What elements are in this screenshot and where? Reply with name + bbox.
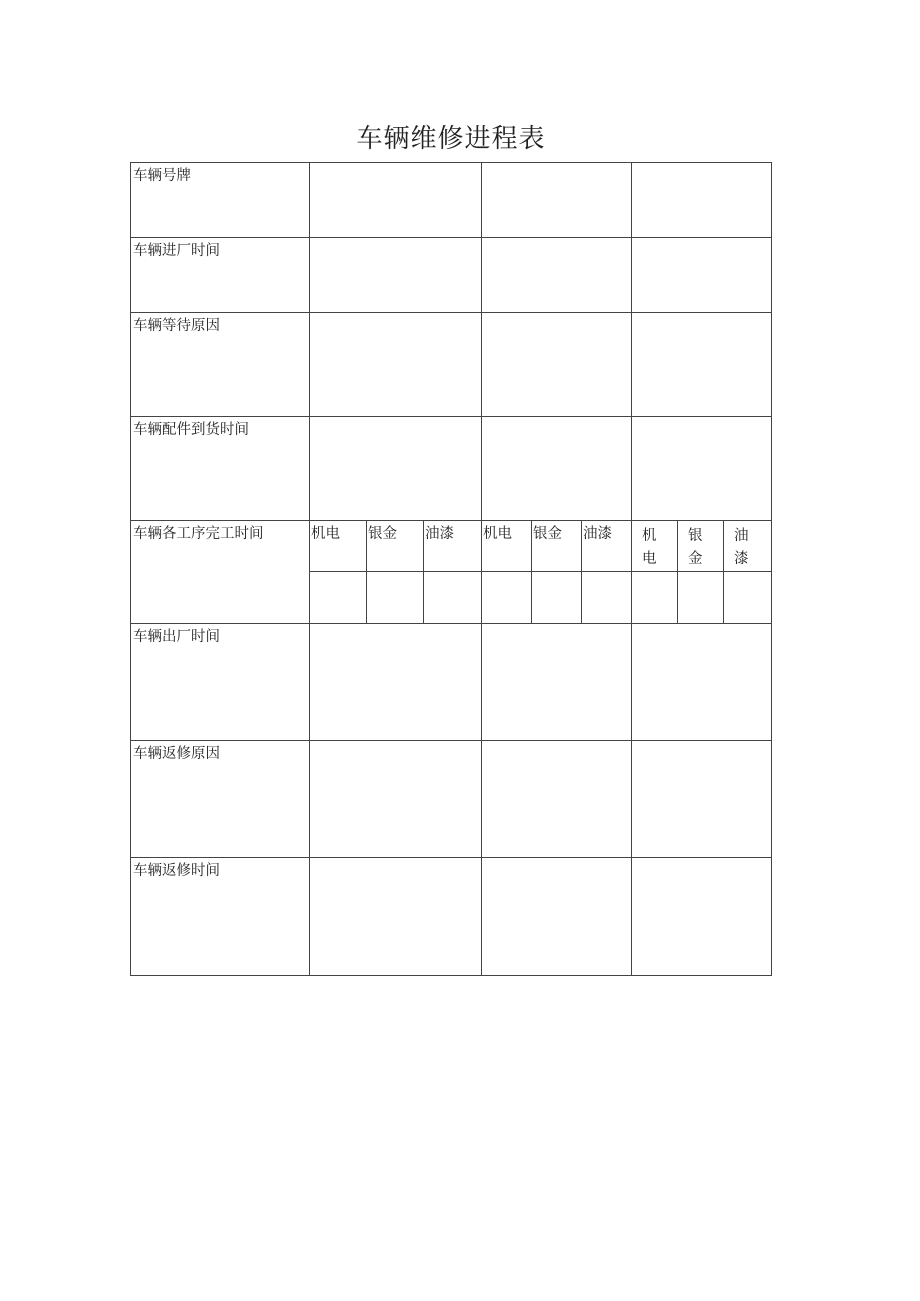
process-header-sheetmetal-1: 银金 [367,521,424,572]
row-label-parts-arrival: 车辆配件到货时间 [131,417,310,521]
process-header-electrical-3: 机电 [632,521,678,572]
rework-time-field-1[interactable] [310,858,482,976]
table-row [131,741,772,858]
process-sheetmetal-field-3[interactable] [678,572,724,624]
table-row [131,238,772,313]
row-label-wait-reason: 车辆等待原因 [131,313,310,417]
process-header-sheetmetal-3: 银金 [678,521,724,572]
plate-field-2[interactable] [482,163,632,238]
entry-time-field-2[interactable] [482,238,632,313]
row-label-entry-time: 车辆进厂时间 [131,238,310,313]
process-header-paint-1: 油漆 [424,521,482,572]
process-sheetmetal-field-2[interactable] [532,572,582,624]
wait-reason-field-2[interactable] [482,313,632,417]
parts-arrival-field-1[interactable] [310,417,482,521]
exit-time-field-1[interactable] [310,624,482,741]
process-header-paint-3: 油漆 [724,521,772,572]
table-row [131,313,772,417]
table-row [131,417,772,521]
row-label-process-complete: 车辆各工序完工时间 [131,521,310,624]
process-sheetmetal-field-1[interactable] [367,572,424,624]
wait-reason-field-1[interactable] [310,313,482,417]
process-paint-field-3[interactable] [724,572,772,624]
process-header-sheetmetal-2: 银金 [532,521,582,572]
process-electrical-field-2[interactable] [482,572,532,624]
process-header-electrical-1: 机电 [310,521,367,572]
table-row [131,858,772,976]
rework-time-field-2[interactable] [482,858,632,976]
row-label-rework-reason: 车辆返修原因 [131,741,310,858]
rework-time-field-3[interactable] [632,858,772,976]
parts-arrival-field-2[interactable] [482,417,632,521]
entry-time-field-3[interactable] [632,238,772,313]
repair-progress-table [130,162,772,976]
exit-time-field-3[interactable] [632,624,772,741]
rework-reason-field-2[interactable] [482,741,632,858]
exit-time-field-2[interactable] [482,624,632,741]
table-row [131,521,772,572]
row-label-exit-time: 车辆出厂时间 [131,624,310,741]
plate-field-1[interactable] [310,163,482,238]
document-title: 车辆维修进程表 [356,124,546,154]
table-row [131,624,772,741]
parts-arrival-field-3[interactable] [632,417,772,521]
entry-time-field-1[interactable] [310,238,482,313]
process-electrical-field-3[interactable] [632,572,678,624]
process-paint-field-1[interactable] [424,572,482,624]
process-header-paint-2: 油漆 [582,521,632,572]
wait-reason-field-3[interactable] [632,313,772,417]
process-paint-field-2[interactable] [582,572,632,624]
row-label-plate: 车辆号牌 [131,163,310,238]
rework-reason-field-3[interactable] [632,741,772,858]
rework-reason-field-1[interactable] [310,741,482,858]
process-header-electrical-2: 机电 [482,521,532,572]
process-electrical-field-1[interactable] [310,572,367,624]
plate-field-3[interactable] [632,163,772,238]
table-row [131,163,772,238]
row-label-rework-time: 车辆返修时间 [131,858,310,976]
